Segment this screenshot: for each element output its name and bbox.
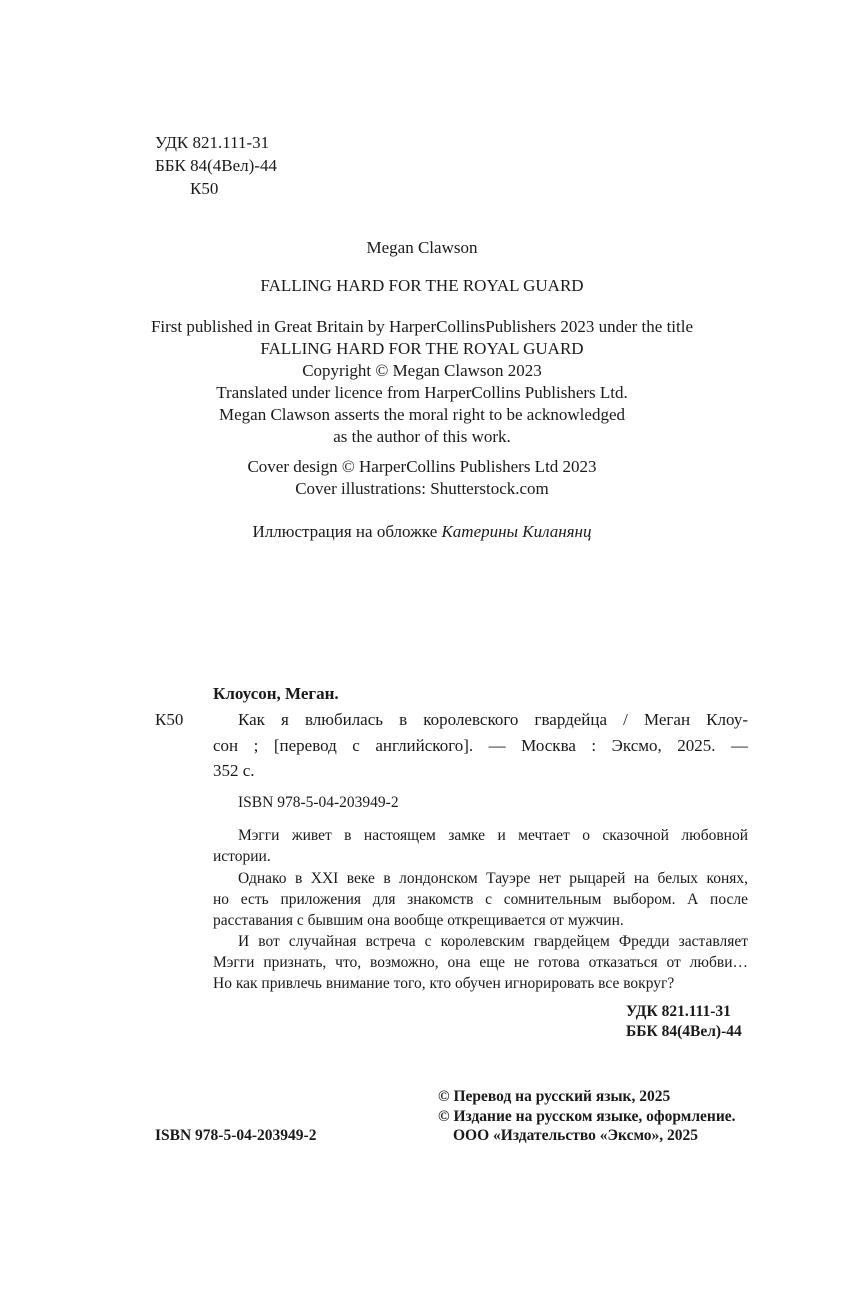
catalog-desc-line: 352 с. [213, 761, 255, 780]
copyright-publisher: ООО «Издательство «Эксмо», 2025 [453, 1127, 699, 1144]
illustration-prefix: Иллюстрация на обложке [252, 522, 442, 541]
catalog-isbn: ISBN 978-5-04-203949-2 [238, 794, 399, 811]
annotation-line: истории. [213, 848, 271, 865]
illustration-credit [0, 521, 844, 543]
copyright-edition: © Издание на русском языке, оформление. [438, 1108, 736, 1125]
original-title: FALLING HARD FOR THE ROYAL GUARD [260, 276, 584, 295]
annotation-line: Однако в XXI веке в лондонском Тауэре нет рыцарей на белых конях, [238, 870, 748, 887]
pub-line: Copyright © Megan Clawson 2023 [302, 361, 542, 380]
annotation-line: но есть приложения для знакомств с сомнительным выбором. А после [213, 891, 748, 908]
annotation-line: Мэгги признать, что, возможно, она еще не готова отказаться от любви… [213, 954, 748, 971]
footer-isbn: ISBN 978-5-04-203949-2 [155, 1127, 317, 1144]
bottom-udk-code: УДК 821.111-31 [626, 1003, 731, 1020]
copyright-translation: © Перевод на русский язык, 2025 [438, 1088, 671, 1105]
catalog-mark: К50 [155, 710, 184, 729]
bottom-bbk-code: ББК 84(4Вел)-44 [626, 1023, 742, 1040]
illustration-artist: Катерины Киланянц [441, 522, 592, 541]
bbk-code: ББК 84(4Вел)-44 [155, 156, 277, 175]
udk-code: УДК 821.111-31 [155, 133, 270, 152]
author-mark: К50 [190, 179, 219, 198]
pub-line: FALLING HARD FOR THE ROYAL GUARD [260, 339, 584, 358]
annotation-line: Но как привлечь внимание того, кто обучен игнорировать все вокруг? [213, 975, 675, 992]
catalog-desc-line: Как я влюбилась в королевского гвардейца / Меган Клоу- [238, 710, 748, 729]
catalog-desc-line: сон ; [перевод с английского]. — Москва : Эксмо, 2025. — [213, 736, 748, 755]
pub-line: First published in Great Britain by HarperCollinsPublishers 2023 under the title [150, 317, 694, 336]
pub-line: Megan Clawson asserts the moral right to be acknowledged [218, 405, 625, 424]
annotation-line: расставания с бывшим она вообще открещивается от мужчин. [213, 912, 624, 929]
pub-line: as the author of this work. [333, 427, 511, 446]
cover-line: Cover illustrations: Shutterstock.com [295, 479, 549, 498]
original-author: Megan Clawson [366, 238, 478, 257]
annotation-line: Мэгги живет в настоящем замке и мечтает о сказочной любовной [238, 827, 748, 844]
pub-line: Translated under licence from HarperCollins Publishers Ltd. [216, 383, 628, 402]
catalog-heading: Клоусон, Меган. [213, 684, 339, 703]
cover-line: Cover design © HarperCollins Publishers Ltd 2023 [247, 457, 597, 476]
annotation-line: И вот случайная встреча с королевским гвардейцем Фредди заставляет [238, 933, 748, 950]
